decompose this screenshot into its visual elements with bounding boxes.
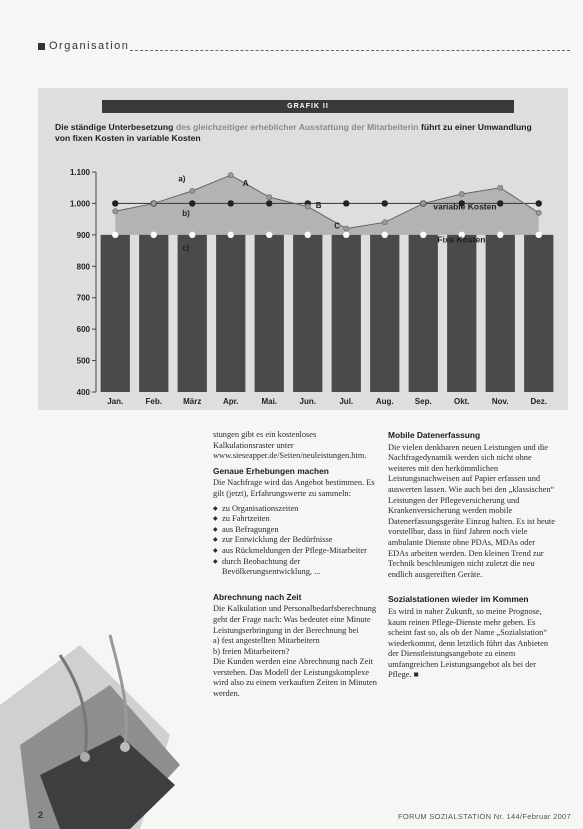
fixed-cost-point — [189, 232, 195, 238]
y-tick-label: 400 — [76, 388, 90, 397]
para-sozial: Es wird in naher Zukunft, so meine Prognose, kaum reinen Pflege-Dienste mehr geben. Es scheint fast so, als ob der Name „Sozialstation“ wiederkommt, denn letztlich führt das Anbieten der Dienstleistungsangebote zu einem umfangreichen Leistungsangebot als bei der Pflege. ■ — [388, 606, 549, 680]
x-tick-label: Okt. — [453, 397, 470, 406]
list-item: ◆ aus Rückmeldungen der Pflege-Mitarbeiter — [213, 546, 379, 557]
demand-point — [459, 191, 464, 196]
bar-Jan. — [101, 235, 130, 392]
annotation-label: Fixe Kosten — [437, 234, 486, 245]
x-tick-label: Aug. — [375, 397, 394, 406]
figure-label: GRAFIK II — [102, 100, 514, 113]
bar-Feb. — [139, 235, 168, 392]
heading-mobile: Mobile Datenerfassung — [388, 430, 481, 440]
bar-Aug. — [370, 235, 399, 392]
annotation-label: c) — [182, 243, 190, 253]
cost-chart — [38, 160, 568, 410]
fixed-cost-point — [536, 232, 542, 238]
demand-point — [382, 220, 387, 225]
fixed-cost-point — [112, 232, 118, 238]
fixed-cost-point — [343, 232, 349, 238]
annotation-label: B — [315, 201, 322, 211]
bar-März — [178, 235, 207, 392]
heading-abrechnung: Abrechnung nach Zeit — [213, 591, 302, 602]
bar-Jul. — [332, 235, 361, 392]
fixed-cost-point — [266, 232, 272, 238]
demand-point — [267, 195, 272, 200]
annotation-label: a) — [178, 174, 186, 184]
mid-intro-text: stungen gibt es ein kostenloses Kalkulationsraster unter www.sieseapper.de/Seiten/neuleistungen.htm. — [213, 430, 367, 461]
bar-Okt. — [447, 235, 476, 392]
annotation-label: C — [334, 221, 341, 231]
y-tick-label: 1.100 — [69, 168, 90, 177]
capacity-point — [189, 200, 195, 206]
publication-footer: FORUM SOZIALSTATION Nr. 144/Februar 2007 — [397, 812, 571, 821]
list-item: ◆ durch Beobachtung der Bevölkerungsentwicklung, ... — [213, 557, 379, 578]
para-abrechnung-2: Die Kunden werden eine Abrechnung nach Zeit verstehen. Das Modell der Leistungskomplexe wird also zu einem verkauften Zeiten in Minuten werden. — [213, 657, 377, 699]
capacity-point — [112, 200, 118, 206]
x-tick-label: Sep. — [414, 397, 432, 406]
y-tick-label: 900 — [76, 230, 90, 240]
capacity-point — [343, 200, 349, 206]
y-tick-label: 700 — [76, 293, 90, 303]
bar-Sep. — [409, 235, 438, 392]
y-tick-label: 500 — [76, 356, 90, 366]
para-abrechnung-a: a) fest angestellten Mitarbeitern — [213, 636, 320, 646]
bar-Mai. — [255, 235, 284, 392]
figure-title-part2: führt zu einer Umwandlung von fixen Kosten in variable Kosten — [55, 122, 532, 143]
demand-point — [151, 201, 156, 206]
para-mobile: Die vielen denkbaren neuen Leistungen und die Nachfragedynamik werden sich nicht ohne weiteres mit den herkömmlichen Leistungsnachweisen auf Papier erfassen und auswerten lassen. Wie auch bei den „klassischen“ Leistungen der Pflegeversicherung und Krankenversicherung werden mobile Datenerfassungsgeräte Einzug halten. Es ist heute vorstellbar, dass in fünf Jahren noch viele ambulante Dienste ohne PDAs, MDAs oder EDAs arbeiten werden. Den kleinen Trend zur Technik beschleunigen nicht zuletzt die neu endlich ausgereiften Geräte. — [388, 442, 555, 579]
annotation-label: b) — [182, 209, 190, 219]
list-erhebung — [213, 504, 379, 578]
capacity-point — [536, 200, 542, 206]
fixed-cost-point — [497, 232, 503, 238]
x-tick-label: Nov. — [491, 397, 509, 406]
demand-point — [421, 201, 426, 206]
annotation-label: A — [242, 179, 249, 189]
fixed-cost-point — [228, 232, 234, 238]
demand-point — [190, 188, 195, 193]
figure-title-part1: Die ständige Unterbesetzung — [55, 122, 174, 132]
capacity-point — [228, 200, 234, 206]
middle-column — [213, 430, 379, 704]
bar-Dez. — [524, 235, 553, 392]
list-item: ◆ zu Fahrtzeiten — [213, 514, 379, 525]
demand-point — [344, 226, 349, 231]
heading-erhebung: Genaue Erhebungen machen — [213, 465, 329, 476]
list-item: ◆ zur Entwicklung der Bedürfnisse — [213, 535, 379, 546]
section-title: Organisation — [49, 40, 130, 52]
y-tick-label: 800 — [76, 262, 90, 272]
para-erhebung: Die Nachfrage wird das Angebot bestimmen. Es gilt (jetzt), Erfahrungswerte zu sammeln: — [213, 478, 375, 498]
demand-point — [228, 173, 233, 178]
bar-Jun. — [293, 235, 322, 392]
x-tick-label: Dez. — [530, 397, 547, 406]
figure-title-highlight: des gleichzeitiger erheblicher Ausstattung der Mitarbeiterin — [175, 122, 419, 132]
y-tick-label: 1.000 — [69, 199, 90, 209]
x-tick-label: Jan. — [107, 397, 124, 406]
list-item: ◆ zu Organisationszeiten — [213, 504, 379, 515]
capacity-point — [382, 200, 388, 206]
bar-Nov. — [486, 235, 515, 392]
x-tick-label: Jul. — [339, 397, 354, 406]
heading-sozial: Sozialstationen wieder im Kommen — [388, 594, 529, 605]
section-square-icon — [38, 43, 45, 50]
x-tick-label: Mai. — [261, 397, 278, 406]
para-abrechnung-b: b) freien Mitarbeitern? — [213, 646, 290, 656]
para-abrechnung: Die Kalkulation und Personalbedarfsberechnung geht der Frage nach: Was bedeutet eine Minute Leistungserbringung in der Berechnung bei — [213, 604, 377, 635]
x-tick-label: Jun. — [299, 397, 316, 406]
header-rule — [130, 50, 570, 51]
x-tick-label: Feb. — [145, 397, 162, 406]
demand-point — [113, 209, 118, 214]
capacity-point — [266, 200, 272, 206]
fixed-cost-point — [420, 232, 426, 238]
page-number: 2 — [38, 810, 44, 820]
fixed-cost-point — [151, 232, 157, 238]
section-header — [38, 40, 129, 52]
decorative-photo — [0, 625, 200, 829]
list-item: ◆ aus Befragungen — [213, 525, 379, 536]
bar-Apr. — [216, 235, 245, 392]
demand-point — [305, 204, 310, 209]
capacity-point — [497, 200, 503, 206]
x-tick-label: Apr. — [222, 397, 239, 406]
demand-point — [498, 185, 503, 190]
fixed-cost-point — [305, 232, 311, 238]
figure-title — [55, 122, 535, 144]
right-column — [388, 430, 556, 685]
x-tick-label: März — [183, 397, 202, 406]
demand-point — [536, 210, 541, 215]
fixed-cost-point — [382, 232, 388, 238]
y-tick-label: 600 — [76, 325, 90, 335]
annotation-label: variable Kosten — [433, 201, 497, 212]
